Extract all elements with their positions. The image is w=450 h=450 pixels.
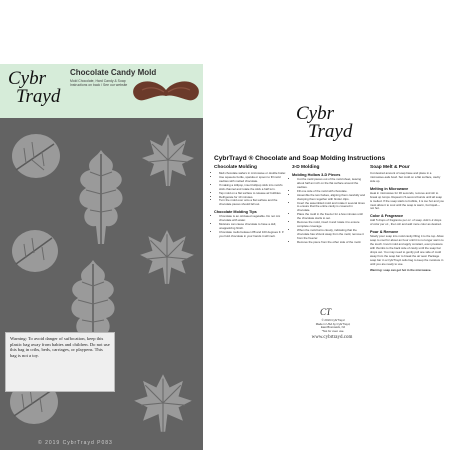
list-item: • Chocolate melts between 88 and 100 degrees F. If you hold chocolate in your hands it will melt. bbox=[219, 231, 288, 239]
list-item: • Cut the mold pieces out of the mold sheet, leaving about half an inch on the flat surface around the cavities. bbox=[297, 178, 366, 190]
list-item: • Moisture can cause chocolate to have a dull, unappetizing finish. bbox=[219, 223, 288, 231]
footer-line: © 2019 CybrTrayd bbox=[321, 318, 345, 322]
steps-list bbox=[292, 178, 366, 245]
mold-product-card bbox=[0, 64, 203, 450]
suffocation-warning: Warning: To avoid danger of suffocation, keep this plastic bag away from babies and children. Do not use this bag in cribs, beds, carriages, or playpens. This bag is not a toy. bbox=[5, 332, 115, 392]
footer-line: East Brunswick, NJ bbox=[320, 325, 346, 330]
sub-heading: Color & Fragrance bbox=[370, 214, 404, 219]
list-item: • If making a lollipop, insert lollipop stick into mold's stick channel and rotate the stick a half turn. bbox=[219, 184, 288, 192]
column-heading: Chocolate Molding bbox=[214, 165, 257, 170]
list-item: • When the mold turns cloudy, indicating that the chocolate has shrunk away from the mold, remove it from the freezer. bbox=[297, 229, 366, 241]
sheet-title: CybrTrayd ® Chocolate and Soap Molding Instructions bbox=[214, 155, 386, 162]
chocolate-molding-column bbox=[214, 165, 288, 239]
body-text: Slowly pour soap into mold cavity filling it to the top. Allow soap to cool for about an hour until it is no longer warm to the touch. Invert mold and apply constant, even pressure with thumbs to the back side of cavity until the soap bar drops out. You may need to gently pull one side of mold away from the soap bar to break the air seal. Package soap bar in a CybrTrayd cello bag to keep the moisture in until you are ready to use. bbox=[370, 234, 444, 266]
footer-info bbox=[300, 319, 366, 334]
tips-heading: Chocolate Molding Tips bbox=[214, 210, 257, 215]
logo-line-1: Cybr bbox=[8, 68, 46, 89]
list-item: • Refrigerate for 10 minutes. bbox=[219, 196, 288, 200]
logo-line-2: Trayd bbox=[16, 86, 61, 107]
cybrtrayd-logo bbox=[294, 105, 364, 149]
body-text: Heat in microwave for 30 seconds, remove and stir to break up lumps. Repeat in 5-second bursts until all soap is melted. If the soap starts to bubble, it is too hot and you must allow it to cool until the soap is warm, but liquid—not hot. bbox=[370, 190, 444, 211]
maple-leaf-cavity bbox=[132, 372, 194, 434]
cybrtrayd-logo-small bbox=[318, 305, 348, 319]
website-link[interactable]: www.cybrtrayd.com bbox=[311, 335, 353, 340]
list-item: • Fill one side of the mold with chocolate. bbox=[297, 190, 366, 194]
soap-melt-pour-column bbox=[370, 165, 444, 273]
column-heading: 3-D Molding bbox=[292, 165, 320, 170]
list-item: • Use squeeze bottle, spatula or spoon to fill mold cavities with melted chocolate. bbox=[219, 176, 288, 184]
logo-line-2: Trayd bbox=[308, 121, 353, 142]
intro-text: Cut desired amount of soap base and place in a microwave-safe bowl. Set mold on a flat surface, cavity side up. bbox=[370, 171, 441, 183]
instruction-sheet bbox=[214, 105, 450, 345]
list-item: • Remove the mold, invert it and rotate it to ensure complete coverage. bbox=[297, 221, 366, 229]
mold-tray bbox=[0, 118, 203, 450]
round-leaf-cavity bbox=[10, 130, 62, 182]
logo-line-1: Cybr bbox=[296, 103, 334, 124]
round-leaf-cavity bbox=[10, 226, 60, 276]
sub-heading: Molding Hollow 3-D Pieces bbox=[292, 173, 341, 177]
tray-code: © 2019 CybrTrayd P083 bbox=[38, 440, 113, 446]
mold-subtitle-2: Instructions on back / See our website bbox=[70, 83, 128, 87]
oak-leaf-cavity bbox=[70, 148, 132, 246]
body-text: Add 5 drops of fragrance per oz. of soap. Add 1-2 drops of color per oz., then stir and add more color as desired. bbox=[370, 218, 442, 227]
sub-heading: Melting in Microwave bbox=[370, 186, 409, 191]
list-item: • Melt chocolate wafers in microwave or double boiler. bbox=[219, 172, 288, 176]
list-item: • Turn the mold over onto a flat surface and the chocolate pieces should fall out. bbox=[219, 199, 288, 207]
sub-heading: Pour & Remove bbox=[370, 230, 399, 235]
mustache-chocolate-icon bbox=[130, 76, 202, 112]
maple-leaf-cavity bbox=[138, 228, 196, 286]
cybrtrayd-logo bbox=[6, 68, 61, 114]
list-item: • Chocolate is an oil-based vegetable. Do not mix chocolate with water. bbox=[219, 215, 288, 223]
column-heading: Soap Melt & Pour bbox=[370, 165, 410, 170]
list-item: • Assemble the two halves, aligning them carefully and clamping them together with binder clips. bbox=[297, 194, 366, 202]
list-item: • Invert the assembled mold and rotate it several times to ensure that the entire cavity is covered in chocolate. bbox=[297, 202, 366, 214]
mold-header-label bbox=[0, 64, 203, 118]
mold-title: Chocolate Candy Mold bbox=[70, 68, 157, 77]
list-item: • Tap mold on a flat surface to release air bubbles. bbox=[219, 192, 288, 196]
steps-list bbox=[214, 172, 288, 207]
mold-subtitle-1: Mold Chocolate, Hard Candy & Soap bbox=[70, 79, 126, 83]
svg-text:CT: CT bbox=[320, 307, 332, 317]
list-item: • Place the mold in the freezer for a few minutes until the chocolate starts to set. bbox=[297, 213, 366, 221]
list-item: • Remove the piece from the other side of the mold. bbox=[297, 241, 366, 245]
soap-warning: Warning: soap can get hot in the microwave. bbox=[370, 267, 432, 272]
3d-molding-column bbox=[292, 165, 366, 245]
tips-list bbox=[214, 215, 288, 239]
maple-leaf-cavity bbox=[140, 132, 196, 188]
footer-line: Made in USA by CybrTrayd, bbox=[315, 321, 351, 326]
footer-line: *Not for oven use. bbox=[321, 328, 345, 333]
